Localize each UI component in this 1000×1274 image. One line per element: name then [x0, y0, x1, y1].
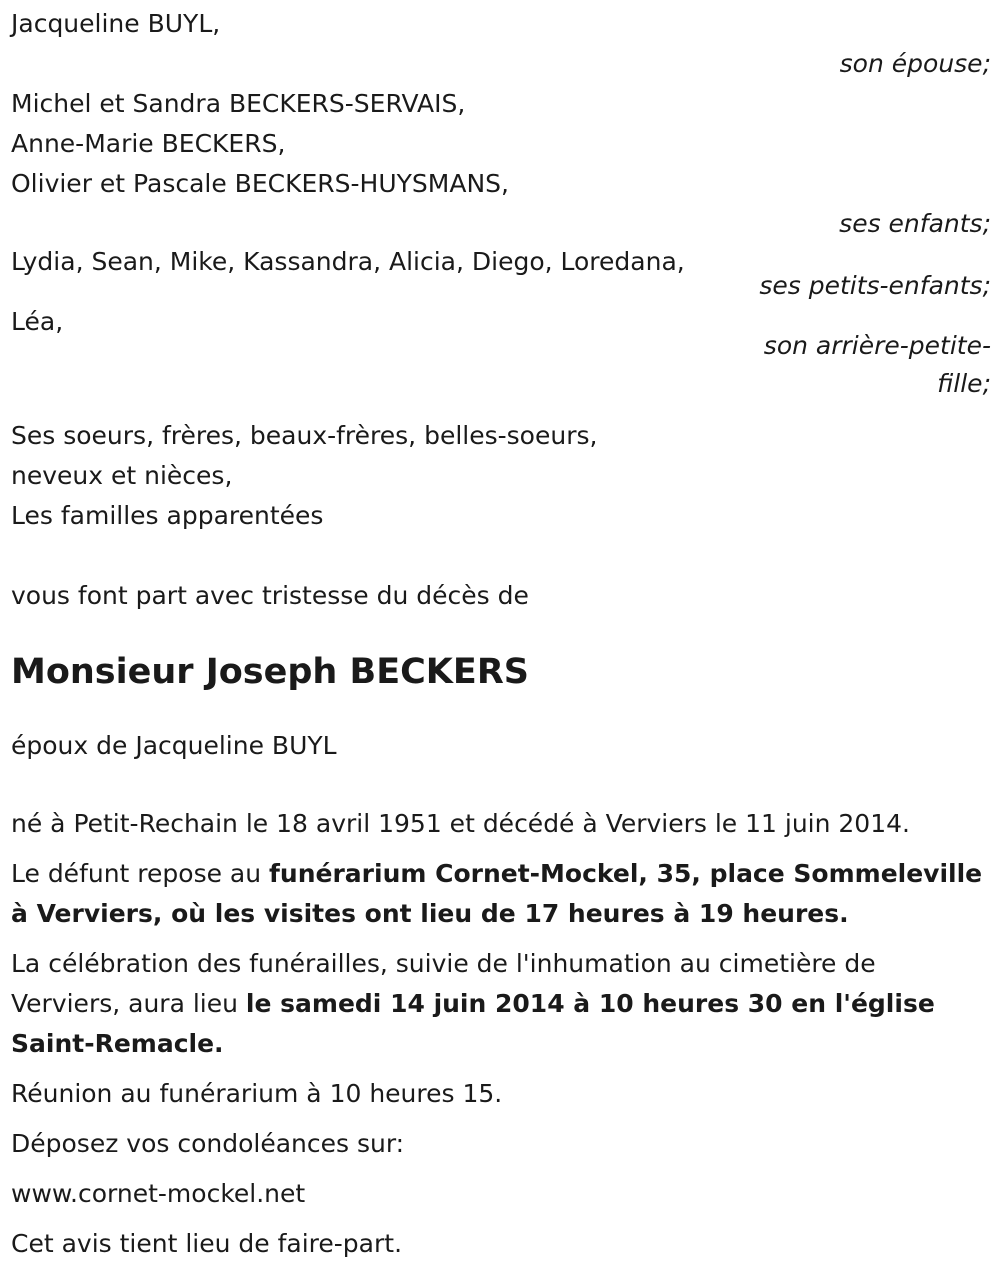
closing-text: Cet avis tient lieu de faire-part.	[11, 1229, 403, 1258]
great-grandchild-role-line2: fille;	[937, 369, 991, 398]
obituary-notice	[11, 4, 991, 1274]
child-line: Anne-Marie BECKERS,	[11, 129, 286, 158]
other-relatives-block	[11, 416, 991, 536]
spouse-block	[11, 4, 991, 84]
deceased-name: Monsieur Joseph BECKERS	[11, 652, 529, 692]
child-line: Michel et Sandra BECKERS-SERVAIS,	[11, 89, 466, 118]
funeral-paragraph	[11, 944, 991, 1064]
spouse-role: son épouse;	[839, 49, 991, 78]
children-block	[11, 84, 991, 244]
condolences-text: Déposez vos condoléances sur:	[11, 1129, 405, 1158]
other-relatives-line: Ses soeurs, frères, beaux-frères, belles-soeurs,	[11, 421, 598, 450]
spouse-name: Jacqueline BUYL,	[11, 9, 221, 38]
grandchildren-role: ses petits-enfants;	[759, 271, 991, 300]
great-grandchild-block	[11, 302, 991, 404]
child-line: Olivier et Pascale BECKERS-HUYSMANS,	[11, 169, 509, 198]
other-relatives-line: Les familles apparentées	[11, 501, 324, 530]
announcement-text: vous font part avec tristesse du décès de	[11, 581, 529, 610]
repose-paragraph	[11, 854, 991, 934]
great-grandchild-name: Léa,	[11, 307, 64, 336]
funeral-date-place: le samedi 14 juin 2014 à 10 heures 30 en l'église Saint-Remacle.	[11, 989, 935, 1058]
other-relatives-line: neveux et nièces,	[11, 461, 233, 490]
grandchildren-block	[11, 242, 991, 306]
repose-prefix: Le défunt repose au	[11, 859, 270, 888]
birth-death-text: né à Petit-Rechain le 18 avril 1951 et décédé à Verviers le 11 juin 2014.	[11, 809, 910, 838]
repose-location: funérarium Cornet-Mockel, 35, place Sommeleville à Verviers, où les visites ont lieu de 17 heures à 19 heures.	[11, 859, 983, 928]
meeting-text: Réunion au funérarium à 10 heures 15.	[11, 1079, 503, 1108]
website-link[interactable]: www.cornet-mockel.net	[11, 1179, 306, 1208]
great-grandchild-role-line1: son arrière-petite-	[763, 331, 991, 360]
deceased-spouse-line: époux de Jacqueline BUYL	[11, 731, 337, 760]
funeral-prefix: La célébration des funérailles, suivie de l'inhumation au cimetière de Verviers, aura lieu	[11, 949, 876, 1018]
children-role: ses enfants;	[839, 209, 991, 238]
grandchildren-names: Lydia, Sean, Mike, Kassandra, Alicia, Diego, Loredana,	[11, 247, 685, 276]
